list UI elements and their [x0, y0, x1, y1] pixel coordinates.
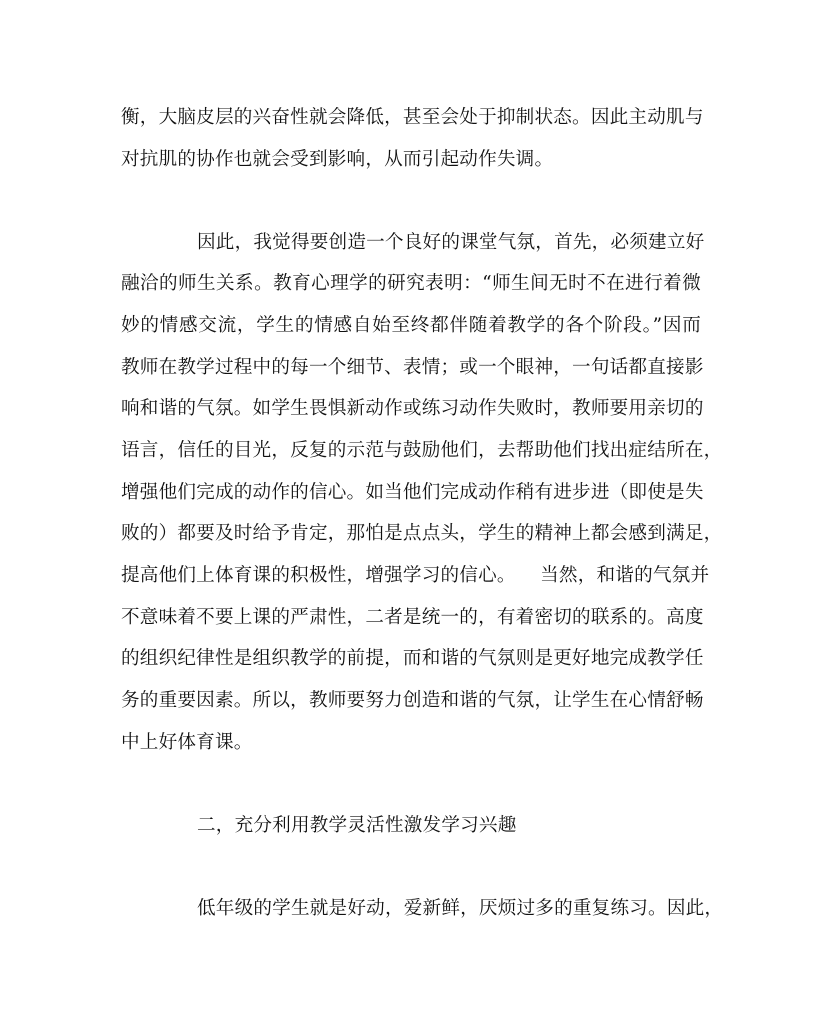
section-heading: 二，充分利用教学灵活性激发学习兴趣: [197, 815, 517, 836]
paragraph-2-line-7: 增强他们完成的动作的信心。如当他们完成动作稍有进步进（即使是失: [121, 482, 704, 503]
paragraph-2-line-5: 响和谐的气氛。如学生畏惧新动作或练习动作失败时，教师要用亲切的: [121, 398, 704, 419]
paragraph-2-line-13: 中上好体育课。: [121, 732, 253, 753]
paragraph-2-line-11: 的组织纪律性是组织教学的前提，而和谐的气氛则是更好地完成教学任: [121, 648, 704, 669]
paragraph-3-line-1: 低年级的学生就是好动，爱新鲜，厌烦过多的重复练习。因此，: [197, 898, 724, 919]
paragraph-2-line-8: 败的）都要及时给予肯定，那怕是点点头，学生的精神上都会感到满足，: [121, 523, 723, 544]
paragraph-1-line-1: 衡，大脑皮层的兴奋性就会降低，甚至会处于抑制状态。因此主动肌与: [121, 107, 704, 128]
paragraph-2-line-10: 不意味着不要上课的严肃性，二者是统一的，有着密切的联系的。高度: [121, 607, 704, 628]
paragraph-2-line-6: 语言，信任的目光，反复的示范与鼓励他们，去帮助他们找出症结所在，: [121, 440, 723, 461]
paragraph-2-line-4: 教师在教学过程中的每一个细节、表情；或一个眼神，一句话都直接影: [121, 357, 704, 378]
paragraph-1-line-2: 对抗肌的协作也就会受到影响，从而引起动作失调。: [121, 149, 554, 170]
paragraph-2-line-2: 融洽的师生关系。教育心理学的研究表明：“师生间无时不在进行着微: [121, 273, 701, 294]
paragraph-2-line-9: 提高他们上体育课的积极性，增强学习的信心。 当然，和谐的气氛并: [121, 565, 710, 586]
paragraph-2-line-1: 因此，我觉得要创造一个良好的课堂气氛，首先，必须建立好: [197, 232, 705, 253]
paragraph-2-line-3: 妙的情感交流，学生的情感自始至终都伴随着教学的各个阶段。”因而: [121, 315, 701, 336]
paragraph-2-line-12: 务的重要因素。所以，教师要努力创造和谐的气氛，让学生在心情舒畅: [121, 690, 704, 711]
